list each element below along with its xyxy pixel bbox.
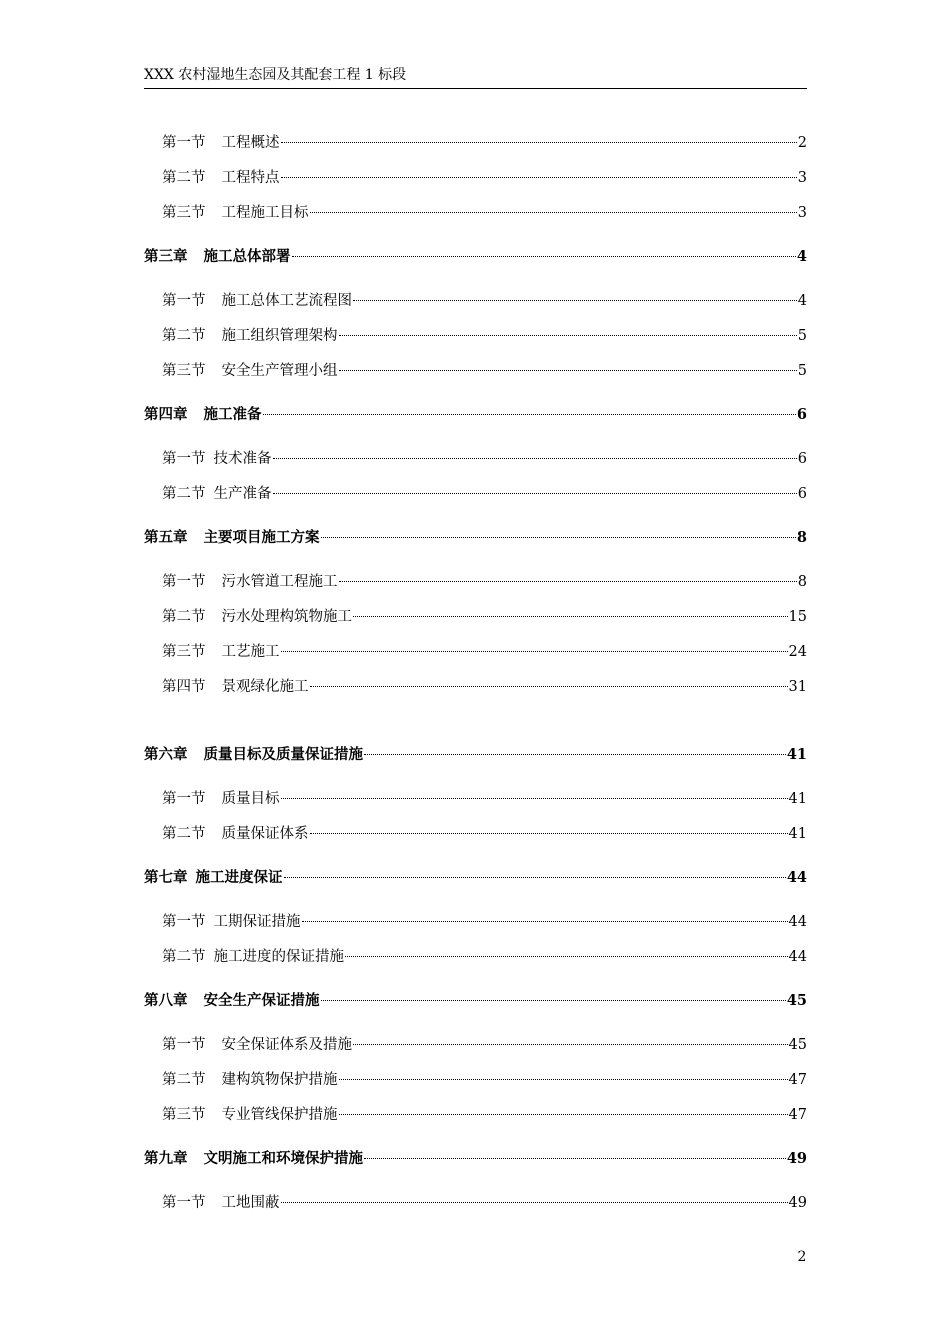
toc-entry-title: 施工总体部署 [203, 248, 291, 265]
toc-entry-title: 景观绿化施工 [221, 679, 309, 695]
toc-entry-page: 47 [788, 1072, 807, 1088]
toc-section-entry[interactable] [162, 1064, 807, 1088]
toc-entry-page: 2 [797, 135, 807, 151]
toc-entry-number: 第一节 [162, 1195, 206, 1211]
toc-dot-leader [338, 566, 798, 586]
toc-section-entry[interactable] [162, 320, 807, 344]
toc-section-entry[interactable] [162, 566, 807, 590]
toc-dot-leader [309, 818, 789, 838]
toc-entry-title: 安全保证体系及措施 [221, 1037, 352, 1053]
toc-dot-leader [363, 739, 787, 759]
toc-entry-number: 第一节 [162, 451, 206, 467]
toc-dot-leader [338, 355, 798, 375]
toc-entry-title: 文明施工和环境保护措施 [203, 1150, 363, 1167]
toc-section-entry[interactable] [162, 443, 807, 467]
toc-entry-title: 工程概述 [221, 135, 280, 151]
toc-entry-number: 第三节 [162, 1107, 206, 1123]
toc-entry-number: 第三节 [162, 644, 206, 660]
toc-entry-title: 专业管线保护措施 [221, 1107, 338, 1123]
toc-entry-number: 第三节 [162, 205, 206, 221]
toc-dot-leader [291, 241, 797, 261]
toc-entry-page: 45 [786, 992, 807, 1009]
toc-entry-title: 质量目标 [221, 791, 280, 807]
toc-entry-title: 施工总体工艺流程图 [221, 293, 352, 309]
toc-entry-number: 第九章 [144, 1150, 188, 1167]
toc-entry-number: 第四节 [162, 679, 206, 695]
toc-chapter-entry[interactable] [144, 1143, 807, 1167]
toc-entry-title: 生产准备 [213, 486, 272, 502]
toc-entry-page: 6 [796, 406, 807, 423]
toc-dot-leader [320, 522, 797, 542]
toc-entry-title: 安全生产管理小组 [221, 363, 338, 379]
toc-entry-page: 6 [797, 486, 807, 502]
toc-entry-number: 第一节 [162, 914, 206, 930]
toc-dot-leader [280, 127, 798, 147]
toc-dot-leader [272, 443, 798, 463]
toc-entry-number: 第八章 [144, 992, 188, 1009]
toc-section-entry[interactable] [162, 162, 807, 186]
toc-dot-leader [283, 862, 787, 882]
toc-entry-title: 施工准备 [203, 406, 262, 423]
toc-section-entry[interactable] [162, 127, 807, 151]
toc-dot-leader [352, 285, 798, 305]
toc-entry-page: 41 [788, 791, 807, 807]
toc-entry-page: 49 [786, 1150, 807, 1167]
toc-entry-title: 工程施工目标 [221, 205, 309, 221]
toc-section-entry[interactable] [162, 818, 807, 842]
toc-entry-page: 44 [788, 914, 807, 930]
toc-entry-title: 工地围蔽 [221, 1195, 280, 1211]
toc-section-entry[interactable] [162, 478, 807, 502]
toc-entry-page: 45 [788, 1037, 807, 1053]
toc-dot-leader [262, 399, 797, 419]
toc-entry-title: 质量保证体系 [221, 826, 309, 842]
toc-entry-number: 第一节 [162, 293, 206, 309]
toc-entry-page: 4 [796, 248, 807, 265]
toc-entry-page: 31 [788, 679, 807, 695]
toc-entry-page: 24 [788, 644, 807, 660]
toc-entry-page: 5 [797, 328, 807, 344]
toc-dot-leader [280, 783, 789, 803]
toc-entry-number: 第七章 [144, 869, 188, 886]
toc-entry-title: 施工组织管理架构 [221, 328, 338, 344]
toc-section-entry[interactable] [162, 671, 807, 695]
toc-chapter-entry[interactable] [144, 241, 807, 265]
toc-entry-page: 5 [797, 363, 807, 379]
toc-entry-number: 第一节 [162, 791, 206, 807]
toc-chapter-entry[interactable] [144, 862, 807, 886]
toc-entry-number: 第二节 [162, 328, 206, 344]
toc-entry-number: 第二节 [162, 1072, 206, 1088]
toc-entry-title: 工艺施工 [221, 644, 280, 660]
toc-chapter-entry[interactable] [144, 399, 807, 423]
toc-section-entry[interactable] [162, 355, 807, 379]
toc-entry-page: 3 [797, 170, 807, 186]
toc-entry-page: 49 [788, 1195, 807, 1211]
toc-entry-page: 8 [797, 574, 807, 590]
toc-dot-leader [301, 906, 789, 926]
toc-dot-leader [272, 478, 798, 498]
toc-entry-number: 第三章 [144, 248, 188, 265]
toc-section-entry[interactable] [162, 1187, 807, 1211]
toc-dot-leader [320, 985, 787, 1005]
toc-entry-number: 第一节 [162, 135, 206, 151]
toc-section-entry[interactable] [162, 636, 807, 660]
toc-entry-title: 施工进度保证 [195, 869, 283, 886]
toc-section-entry[interactable] [162, 941, 807, 965]
toc-entry-number: 第二节 [162, 170, 206, 186]
toc-dot-leader [280, 636, 789, 656]
toc-chapter-entry[interactable] [144, 739, 807, 763]
toc-dot-leader [309, 671, 789, 691]
toc-entry-title: 主要项目施工方案 [203, 529, 320, 546]
toc-section-entry[interactable] [162, 197, 807, 221]
toc-entry-title: 污水处理构筑物施工 [221, 609, 352, 625]
toc-entry-number: 第一节 [162, 1037, 206, 1053]
toc-entry-title: 污水管道工程施工 [221, 574, 338, 590]
toc-entry-page: 15 [788, 609, 807, 625]
toc-section-entry[interactable] [162, 1099, 807, 1123]
toc-entry-title: 工程特点 [221, 170, 280, 186]
toc-entry-number: 第二节 [162, 609, 206, 625]
toc-entry-number: 第五章 [144, 529, 188, 546]
toc-entry-page: 8 [796, 529, 807, 546]
toc-entry-number: 第四章 [144, 406, 188, 423]
toc-entry-number: 第二节 [162, 486, 206, 502]
toc-entry-page: 6 [797, 451, 807, 467]
toc-entry-page: 44 [788, 949, 807, 965]
toc-chapter-entry[interactable] [144, 985, 807, 1009]
toc-entry-page: 41 [786, 746, 807, 763]
toc-section-entry[interactable] [162, 601, 807, 625]
toc-dot-leader [280, 162, 798, 182]
toc-entry-page: 41 [788, 826, 807, 842]
toc-entry-number: 第三节 [162, 363, 206, 379]
toc-entry-number: 第六章 [144, 746, 188, 763]
toc-chapter-entry[interactable] [144, 522, 807, 546]
toc-entry-title: 建构筑物保护措施 [221, 1072, 338, 1088]
toc-section-entry[interactable] [162, 285, 807, 309]
toc-dot-leader [344, 941, 789, 961]
toc-section-entry[interactable] [162, 783, 807, 807]
toc-entry-page: 4 [797, 293, 807, 309]
header-title: XXX 农村湿地生态园及其配套工程 1 标段 [144, 67, 407, 83]
toc-entry-page: 3 [797, 205, 807, 221]
toc-section-entry[interactable] [162, 906, 807, 930]
toc-dot-leader [363, 1143, 787, 1163]
toc-dot-leader [280, 1187, 789, 1207]
toc-entry-title: 安全生产保证措施 [203, 992, 320, 1009]
toc-section-entry[interactable] [162, 1029, 807, 1053]
page-number: 2 [797, 1249, 807, 1265]
toc-entry-page: 44 [786, 869, 807, 886]
toc-entry-title: 质量目标及质量保证措施 [203, 746, 363, 763]
toc-entry-number: 第一节 [162, 574, 206, 590]
toc-entry-number: 第二节 [162, 826, 206, 842]
toc-entry-page: 47 [788, 1107, 807, 1123]
toc-dot-leader [338, 320, 798, 340]
toc-dot-leader [338, 1099, 789, 1119]
toc-entry-title: 技术准备 [213, 451, 272, 467]
toc-dot-leader [338, 1064, 789, 1084]
toc-dot-leader [352, 1029, 789, 1049]
toc-entry-number: 第二节 [162, 949, 206, 965]
toc-dot-leader [352, 601, 789, 621]
toc-entry-title: 施工进度的保证措施 [213, 949, 344, 965]
toc-dot-leader [309, 197, 798, 217]
toc-entry-title: 工期保证措施 [213, 914, 301, 930]
